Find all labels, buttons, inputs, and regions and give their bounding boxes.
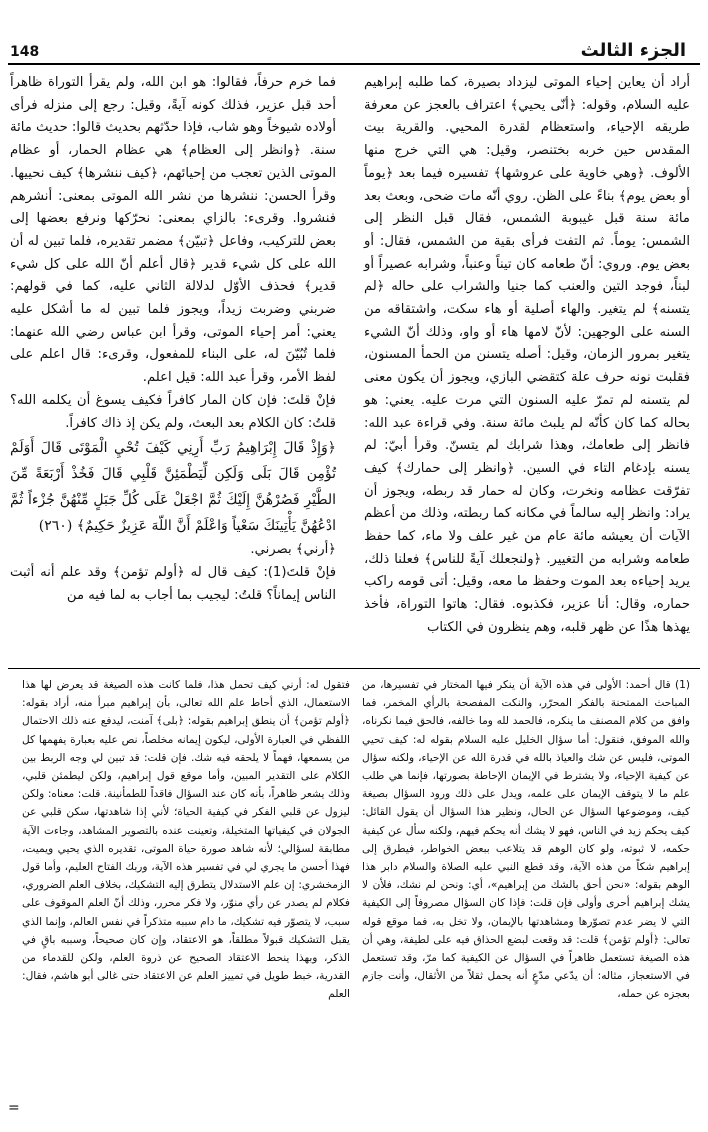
- page-number: 148: [10, 44, 40, 60]
- right-column-paragraph: أراد أن يعاين إحياء الموتى ليزداد بصيرة، كما طلبه إبراهيم عليه السلام، وقوله: ﴿أنّى يحيي﴾ اعتراف بالعجز عن معرفة طريقه الإحياء، واستعظام لقدرة المحيي. والقرية بيت المقدس حين خربه بختنصر، وقيل: هي التي خرج منها الألوف. ﴿وهي خاوية على عروشها﴾ تفسيره فيما بعد ﴿يوماً أو بعض يوم﴾ بناءً على الظن. روي أنّه مات ضحى، وبعث بعد مائة سنة قبل غيبوبة الشمس، فقال قبل النظر إلى الشمس: يوماً. ثم التفت فرأى بقية من الشمس، فقال: أو بعض يوم. وروي: أنّ طعامه كان تيناً وعنباً، وشرابه عصيراً أو لبناً، فوجد التين والعنب كما جنيا والشراب على حاله ﴿لم يتسنه﴾ لم يتغير. والهاء أصلية أو هاء سكت، واشتقاقه من السنه على الوجهين: لأنّ لامها هاء أو واو، وذلك أنّ الشيء يتغير بمرور الزمان، وقيل: أصله يتسنن من الحمأ المسنون، فقلبت نونه حرف علة كتقضي البازي، ويجوز أن يكون معنى لم يتسنه لم تمرّ عليه السنون التي مرت عليه. يعني: هو بحاله كما كان كأنّه لم يلبث مائة سنة. وفي قراءة عبد الله: فانظر إلى طعامك، وهذا شرابك لم يتسنّ. وقرأ أبيّ: لم يسنه بإدغام التاء في السين. ﴿وانظر إلى حمارك﴾ كيف تفرّقت عظامه ونخرت، وكان له حمار قد ربطه، ويجوز أن يراد: وانظر إليه سالماً في مكانه كما ربطته، وذلك من أعظم الآيات أن يعيشه مائة عام من غير علف ولا ماء، كما حفظ طعامه وشرابه من التغيير. ﴿ولنجعلك آيةً للناس﴾ فعلنا ذلك، يريد إحياءه بعد الموت وحفظ ما معه، وقيل: أتى قومه راكب حماره، وقال: أنا عزير، فكذبوه. فقال: هاتوا التوراة، فأخذ يهذها هذًا عن ظهر قلبه، وهم ينظرون في الكتاب: [364, 75, 690, 635]
- running-head: الجزء الثالث: [580, 40, 686, 61]
- header-rule: [8, 63, 700, 65]
- footnote-1-continued: فتقول له: أرني كيف تحمل هذا، فلما كانت هذه الصيغة قد يعرض لها هذا الاستعمال، الذي أحاط علم الله تعالى، بأن إبراهيم مبرأ منه، أراد بقوله: ﴿أولم تؤمن﴾ أن ينطق إبراهيم بقوله: ﴿بلى﴾ آمنت، ليدفع عنه ذلك الاحتمال اللفظي في العبارة الأولى، ليكون إيمانه مخلصاً، نص عليه بعبارة يفهمها كل من يسمعها، فهماً لا يلحقه فيه شك. فإن قلت: قد تبين لي وجه الربط بين الكلام على التقدير المبين، وأما موقع قول إبراهيم، ولكن ليطمئن قلبي، وذلك يشعر ظاهراً، بأنه كان عند السؤال فاقداً للطمأنينة. قلت: معناه: ولكن ليزول عن قلبي الفكر في كيفية الحياة؛ لأني إذا شاهدتها، سكن قلبي عن الجولان في كيفياتها المتخيلة، وتعينت عنده بالتصوير المشاهد، وجاءت الآية مطابقة لسؤالي؛ لأنه شاهد صورة حياة الموتى، تقديره الذي يحيي ويميت، فهذا أحسن ما يجري لي في تفسير هذه الآية، وربك الفتاح العليم، وأما قول الزمخشري: إن علم الاستدلال يتطرق إليه التشكيك، بخلاف العلم الضروري، فكلام لم يصدر عن رأي منوّر، ولا فكر محرر، وذلك أنّ العلم الموقوف على سبب، لا يتصوّر فيه تشكيك، ما دام سببه متذكراً في نفس العالم، وإنما الذي يقبل التشكيك قبولاً مطلقاً، هو الاعتقاد، وإن كان صحيحاً، وسببه باقٍ في الذكر، وبهذا ينحط الاعتقاد الصحيح عن ذروة العلم، ولكن للقدماء من القدرية، خبط طويل في تمييز العلم عن الاعتقاد حتى غالى أبو هاشم، فقال: العلم: [22, 679, 350, 1001]
- page-header: [0, 0, 708, 64]
- continuation-mark: =: [8, 1100, 20, 1116]
- left-column-paragraph-3: ﴿أرني﴾ بصرني.: [250, 542, 336, 558]
- footnote-separator: [8, 668, 700, 669]
- footnote-1-text: (1) قال أحمد: الأولى في هذه الآية أن ينكر فيها المختار في تفسيرها، من المباحث الممتحنة بالفكر المحرّر، والنكت المفصحة بالرأي المخمر، فما وافق من كلام المصنف ما ينكره، فالحمد لله وما خالفه، فالحق فيما نكرناه، والله الموفق، فنقول: أما سؤال الخليل عليه السلام بقوله له: كيف تحيي الموتى، فليس عن شك والعياذ بالله في قدرة الله عن الإحياء، ولكنه سؤال عن كيفية الإحياء، ولا يشترط في الإيمان الإحاطة بصورتها، فإنما هي طلب علم ما لا يتوقف الإيمان على علمه، ويدل على ذلك ورود السؤال بصيغة كيف، وموضوعها السؤال عن الحال، ونظير هذا السؤال أن يقول القائل: كيف يحكم زيد في الناس، فهو لا يشك أنه يحكم فيهم، ولكنه سأل عن كيفية حكمه، لا ثبوته، ولو كان الوهم قد يتلاعب ببعض الخواطر، فيطرق إلى إبراهيم شكاً من هذه الآية، وقد قطع النبي عليه الصلاة والسلام دابر هذا الوهم بقوله: «نحن أحق بالشك من إبراهيم»، أي: ونحن لم نشك، فلأن لا يشك إبراهيم أحرى وأولى فإن قلت: فإذا كان السؤال مصروفاً إلى الكيفية التي لا يضر عدم تصوّرها ومشاهدتها بالإيمان، ولا تخل به، فما موقع قوله تعالى: ﴿أولم تؤمن﴾ قلت: قد وقعت لبضع الحذاق فيه على لطيفة، وهي أن هذه الصيغة تستعمل ظاهراً في السؤال عن الكيفية كما مرّ، وقد تستعمل في الاستعجاز، مثاله: أن يدّعي مدّعٍ أنه يحمل ثقلاً من الأثقال، وأنت جازم بعجزه عن حمله،: [362, 679, 690, 1001]
- main-text-right-column: [364, 72, 690, 640]
- main-text-left-column: [10, 72, 336, 607]
- quran-verse-260: ﴿وَإِذْ قَالَ إِبْرَاهِيمُ رَبِّ أَرِنِي كَيْفَ تُحْيِ الْمَوْتَى قَالَ أَوَلَمْ تُؤْمِن قَالَ بَلَى وَلَكِن لِّيَطْمَئِنَّ قَلْبِي قَالَ فَخُذْ أَرْبَعَةً مِّنَ الطَّيْرِ فَصُرْهُنَّ إِلَيْكَ ثُمَّ اجْعَلْ عَلَى كُلِّ جَبَلٍ مِّنْهُنَّ جُزْءاً ثُمَّ ادْعُهُنَّ يَأْتِينَكَ سَعْياً وَاعْلَمْ أَنَّ اللّهَ عَزِيزٌ حَكِيمٌ﴾ (٢٦٠): [10, 440, 336, 535]
- left-column-paragraph-1: فما خرم حرفاً، فقالوا: هو ابن الله، ولم يقرأ التوراة ظاهراً أحد قبل عزير، فذلك كونه آيةً، وقيل: رجع إلى منزله فرأى أولاده شيوخاً وهو شاب، فإذا حدّثهم بحديث قالوا: حديث مائة سنة. ﴿وانظر إلى العظام﴾ هي عظام الحمار، أو عظام الموتى الذين تعجب من إحيائهم، ﴿كيف ننشرها﴾ كيف نحييها. وقرأ الحسن: ننشرها من نشر الله الموتى بمعنى: أنشرهم فنشروا. وقرىء: بالزاي بمعنى: نحرّكها ونرفع بعضها إلى بعض للتركيب، وفاعل ﴿تبيّن﴾ مضمر تقديره، فلما تبين له أن الله على كل شيء قدير ﴿قال أعلم أنّ الله على كل شيء قدير﴾ فحذف الأوّل لدلالة الثاني عليه، كما في قولهم: ضربني وضربت زيداً، ويجوز فلما تبين له ما أشكل عليه يعني: أمر إحياء الموتى، وقرأ ابن عباس رضي الله عنهما: فلما تُبُيّنَ له، على البناء للمفعول، وقرىء: قال اعلم على لفظ الأمر، وقرأ عبد الله: قيل اعلم.: [10, 75, 336, 386]
- footnote-right-column: [362, 676, 690, 1004]
- footnote-left-column: [22, 676, 350, 1004]
- left-column-paragraph-2: فإنْ قلتَ: فإن كان المار كافراً فكيف يسوغ أن يكلمه الله؟ قلتُ: كان الكلام بعد البعث، ولم يكن إذ ذاك كافراً.: [10, 392, 336, 431]
- left-column-paragraph-4: فإنْ قلتَ(1): كيف قال له ﴿أولم تؤمن﴾ وقد علم أنه أثبت الناس إيماناً؟ قلتُ: ليجيب بما أجاب به لما فيه من: [10, 564, 337, 603]
